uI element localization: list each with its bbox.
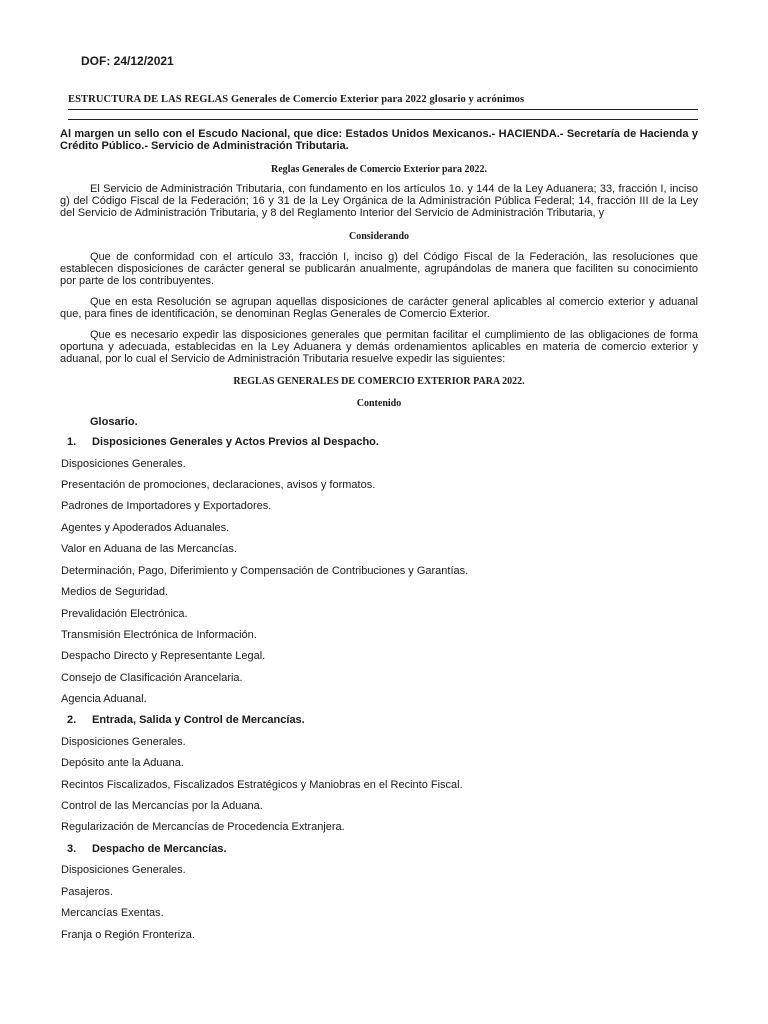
toc-item: Despacho Directo y Representante Legal. bbox=[61, 650, 266, 662]
toc-item: Presentación de promociones, declaraciones, avisos y formatos. bbox=[61, 479, 376, 491]
paragraph-considerando-1: Que de conformidad con el artículo 33, fracción I, inciso g) del Código Fiscal de la Federación, las resoluciones que establecen disposiciones de carácter general se publicarán anualmente, agrupándolas de manera que faciliten su conocimiento por parte de los contribuyentes. bbox=[60, 251, 698, 288]
toc-section-1 bbox=[67, 436, 379, 448]
dof-date: DOF: 24/12/2021 bbox=[81, 54, 174, 68]
toc-item: Consejo de Clasificación Arancelaria. bbox=[61, 672, 243, 684]
toc-glosario: Glosario. bbox=[90, 416, 138, 428]
considerando-heading: Considerando bbox=[348, 231, 409, 242]
paragraph-considerando-2: Que en esta Resolución se agrupan aquellas disposiciones de carácter general aplicables al comercio exterior y aduanal que, para fines de identificación, se denominan Reglas Generales de Comercio Exterior. bbox=[60, 296, 698, 321]
toc-item: Transmisión Electrónica de Información. bbox=[61, 629, 257, 641]
title-rule-top bbox=[68, 109, 698, 110]
toc-section-2 bbox=[67, 714, 305, 726]
toc-item: Depósito ante la Aduana. bbox=[61, 757, 184, 769]
toc-item: Determinación, Pago, Diferimiento y Compensación de Contribuciones y Garantías. bbox=[61, 565, 469, 577]
title-rule-bottom bbox=[68, 119, 698, 120]
paragraph-considerando-3: Que es necesario expedir las disposiciones generales que permitan facilitar el cumplimiento de las obligaciones de forma oportuna y adecuada, establecidas en la Ley Aduanera y demás ordenamientos aplicables en materia de comercio exterior y aduanal, por lo cual el Servicio de Administración Tributaria resuelve expedir las siguientes: bbox=[60, 329, 698, 366]
toc-item: Mercancías Exentas. bbox=[61, 907, 164, 919]
toc-item: Recintos Fiscalizados, Fiscalizados Estratégicos y Maniobras en el Recinto Fiscal. bbox=[61, 779, 463, 791]
toc-item: Control de las Mercancías por la Aduana. bbox=[61, 800, 263, 812]
toc-item: Disposiciones Generales. bbox=[61, 458, 186, 470]
toc-section-number: 3. bbox=[67, 843, 77, 855]
toc-section-3 bbox=[67, 843, 227, 855]
toc-item: Valor en Aduana de las Mercancías. bbox=[61, 543, 237, 555]
toc-item: Prevalidación Electrónica. bbox=[61, 608, 188, 620]
toc-item: Disposiciones Generales. bbox=[61, 864, 186, 876]
toc-item: Medios de Seguridad. bbox=[61, 586, 169, 598]
toc-item: Agencia Aduanal. bbox=[61, 693, 147, 705]
paragraph-fundamento: El Servicio de Administración Tributaria, con fundamento en los artículos 1o. y 144 de la Ley Aduanera; 33, fracción I, inciso g) del Código Fiscal de la Federación; 16 y 31 de la Ley Orgánica de la Administración Pública Federal; 14, fracción III de la Ley del Servicio de Administración Tributaria, y 8 del Reglamento Interior del Servicio de Administración Tributaria, y bbox=[60, 183, 698, 220]
contenido-heading: Contenido bbox=[356, 398, 402, 409]
rules-subtitle: Reglas Generales de Comercio Exterior para 2022. bbox=[271, 164, 487, 175]
toc-section-number: 1. bbox=[67, 436, 77, 448]
toc-section-title: Despacho de Mercancías. bbox=[92, 843, 227, 855]
toc-section-title: Entrada, Salida y Control de Mercancías. bbox=[92, 714, 305, 726]
toc-item: Disposiciones Generales. bbox=[61, 736, 186, 748]
toc-item: Franja o Región Fronteriza. bbox=[61, 929, 195, 941]
seal-paragraph: Al margen un sello con el Escudo Nacional, que dice: Estados Unidos Mexicanos.- HACIENDA.- Secretaría de Hacienda y Crédito Público.- Servicio de Administración Tributaria. bbox=[60, 128, 698, 153]
toc-item: Agentes y Apoderados Aduanales. bbox=[61, 522, 230, 534]
document-title: ESTRUCTURA DE LAS REGLAS Generales de Comercio Exterior para 2022 glosario y acrónimos bbox=[68, 94, 525, 105]
toc-item: Regularización de Mercancías de Procedencia Extranjera. bbox=[61, 821, 345, 833]
main-heading: REGLAS GENERALES DE COMERCIO EXTERIOR PARA 2022. bbox=[233, 376, 525, 387]
toc-section-title: Disposiciones Generales y Actos Previos al Despacho. bbox=[92, 436, 379, 448]
toc-section-number: 2. bbox=[67, 714, 77, 726]
toc-item: Padrones de Importadores y Exportadores. bbox=[61, 500, 272, 512]
toc-item: Pasajeros. bbox=[61, 886, 113, 898]
